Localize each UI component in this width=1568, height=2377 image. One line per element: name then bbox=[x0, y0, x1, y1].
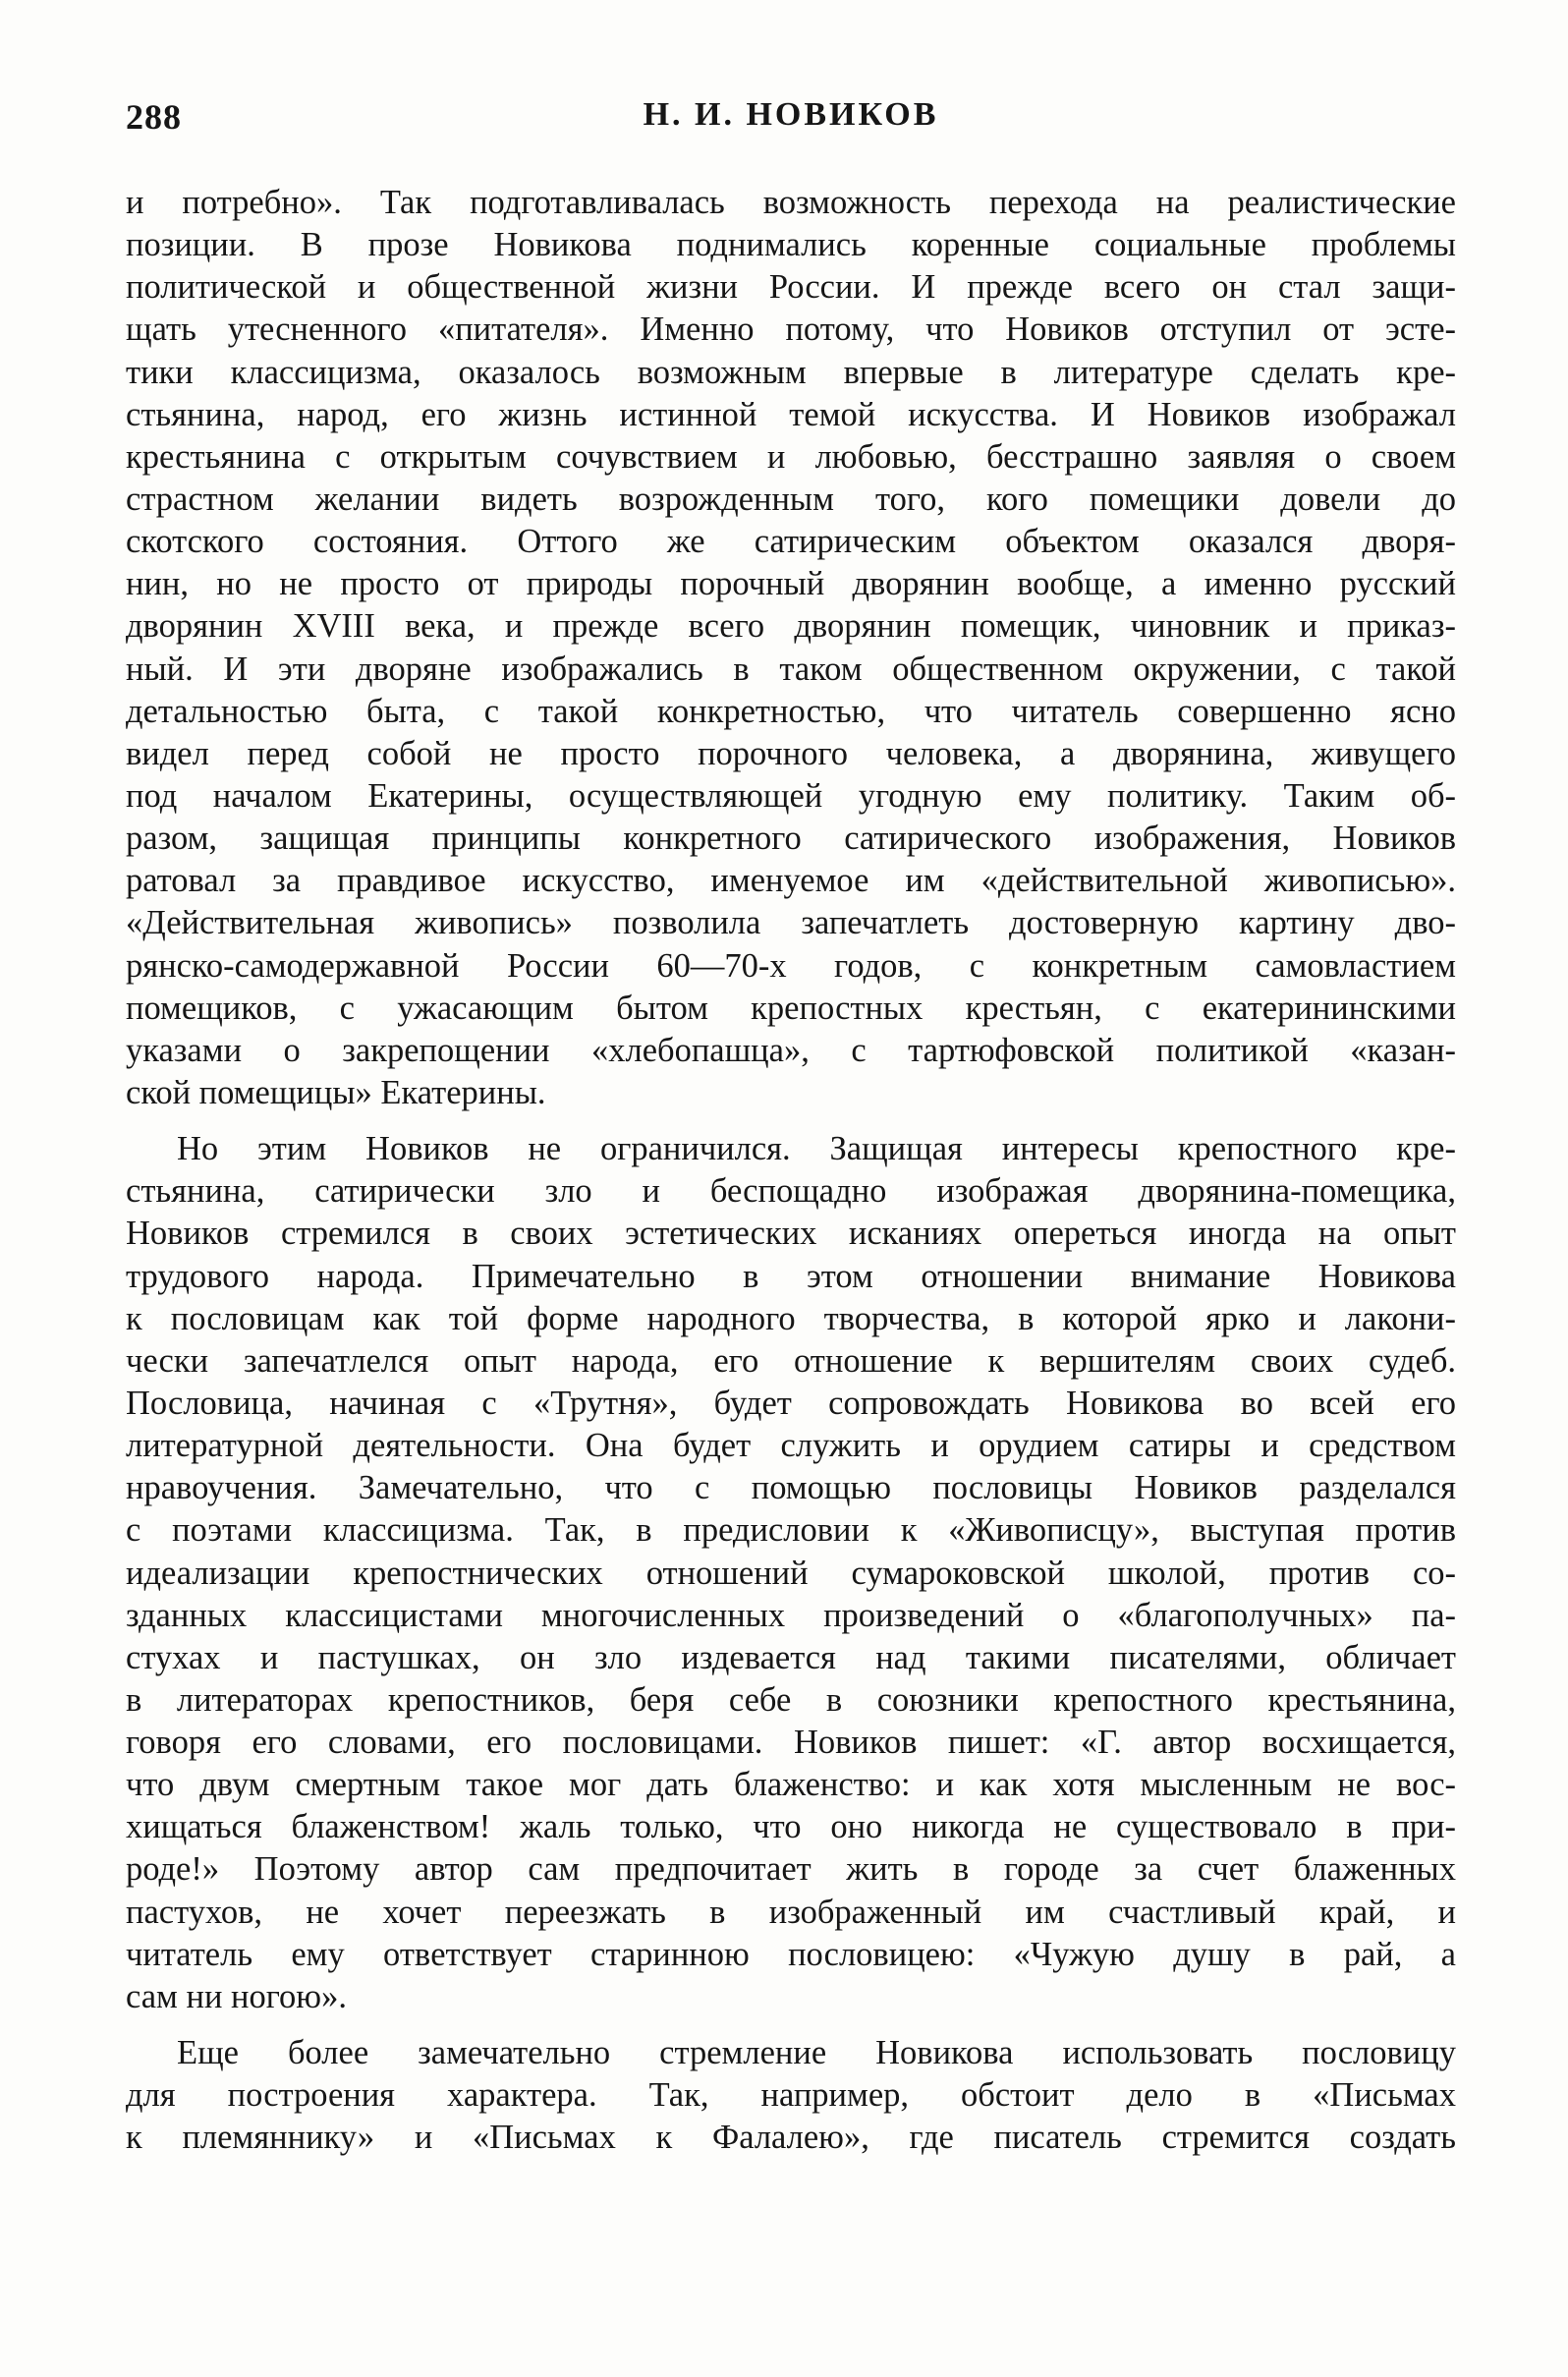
text-line: позиции. В прозе Новикова поднимались коренные социальные проблемы bbox=[126, 226, 1456, 264]
paragraph bbox=[126, 2032, 1456, 2159]
text-line: Новиков стремился в своих эстетических исканиях опереться иногда на опыт bbox=[126, 1215, 1456, 1253]
paragraph-gap bbox=[126, 2018, 1456, 2032]
text-line: роде!» Поэтому автор сам предпочитает жить в городе за счет блаженных bbox=[126, 1850, 1456, 1889]
text-line: нин, но не просто от природы порочный дворянин вообще, а именно русский bbox=[126, 565, 1456, 603]
text-line: политической и общественной жизни России. И прежде всего он стал защи- bbox=[126, 268, 1456, 307]
text-line: для построения характера. Так, например, обстоит дело в «Письмах bbox=[126, 2076, 1456, 2115]
text-line: указами о закрепощении «хлебопашца», с тартюфовской политикой «казан- bbox=[126, 1031, 1456, 1069]
text-line: к племяннику» и «Письмах к Фалалею», где писатель стремится создать bbox=[126, 2119, 1456, 2157]
text-line: зданных классицистами многочисленных произведений о «благополучных» па- bbox=[126, 1596, 1456, 1634]
text-line: хищаться блаженством! жаль только, что оно никогда не существовало в при- bbox=[126, 1808, 1456, 1846]
text-line: под началом Екатерины, осуществляющей угодную ему политику. Таким об- bbox=[126, 776, 1456, 815]
paragraph bbox=[126, 182, 1456, 1114]
text-line: говоря его словами, его пословицами. Новиков пишет: «Г. автор восхищается, bbox=[126, 1724, 1456, 1762]
text-line: видел перед собой не просто порочного человека, а дворянина, живущего bbox=[126, 734, 1456, 772]
text-line: в литераторах крепостников, беря себе в союзники крепостного крестьянина, bbox=[126, 1680, 1456, 1719]
text-line: чески запечатлелся опыт народа, его отношение к вершителям своих судеб. bbox=[126, 1341, 1456, 1380]
text-line: рянско-самодержавной России 60—70-х годов, с конкретным самовластием bbox=[126, 946, 1456, 985]
text-line: литературной деятельности. Она будет служить и орудием сатиры и средством bbox=[126, 1427, 1456, 1465]
text-line: ратовал за правдивое искусство, именуемое им «действительной живописью». bbox=[126, 862, 1456, 900]
text-line: дворянин XVIII века, и прежде всего дворянин помещик, чиновник и приказ- bbox=[126, 607, 1456, 646]
text-line: трудового народа. Примечательно в этом отношении внимание Новикова bbox=[126, 1257, 1456, 1295]
text-line: пастухов, не хочет переезжать в изображенный им счастливый край, и bbox=[126, 1893, 1456, 1931]
text-line: стьянина, народ, его жизнь истинной темой искусства. И Новиков изображал bbox=[126, 395, 1456, 433]
text-line: с поэтами классицизма. Так, в предисловии к «Живописцу», выступая против bbox=[126, 1511, 1456, 1550]
text-line: к пословицам как той форме народного творчества, в которой ярко и лакони- bbox=[126, 1299, 1456, 1337]
text-line: скотского состояния. Оттого же сатирическим объектом оказался дворя- bbox=[126, 523, 1456, 561]
text-line: стьянина, сатирически зло и беспощадно изображая дворянина-помещика, bbox=[126, 1172, 1456, 1211]
text-line: детальностью быта, с такой конкретностью, что читатель совершенно ясно bbox=[126, 692, 1456, 730]
text-line: помещиков, с ужасающим бытом крепостных крестьян, с екатерининскими bbox=[126, 989, 1456, 1027]
text-line: тики классицизма, оказалось возможным впервые в литературе сделать кре- bbox=[126, 353, 1456, 391]
text-line: Но этим Новиков не ограничился. Защищая интересы крепостного кре- bbox=[177, 1130, 1456, 1168]
text-line: и потребно». Так подготавливалась возможность перехода на реалистические bbox=[126, 184, 1456, 221]
text-line: «Действительная живопись» позволила запечатлеть достоверную картину дво- bbox=[126, 904, 1456, 942]
text-line: разом, защищая принципы конкретного сатирического изображения, Новиков bbox=[126, 820, 1456, 858]
paragraph-gap bbox=[126, 1114, 1456, 1128]
text-line: идеализации крепостнических отношений сумароковской школой, против со- bbox=[126, 1554, 1456, 1592]
text-line: Еще более замечательно стремление Новикова использовать пословицу bbox=[177, 2034, 1456, 2072]
text-line: стухах и пастушках, он зло издевается над такими писателями, обличает bbox=[126, 1638, 1456, 1676]
page-header bbox=[126, 96, 1456, 145]
text-line: страстном желании видеть возрожденным того, кого помещики довели до bbox=[126, 480, 1456, 518]
text-line: щать утесненного «питателя». Именно потому, что Новиков отступил от эсте- bbox=[126, 311, 1456, 349]
text-line: крестьянина с открытым сочувствием и любовью, бесстрашно заявляя о своем bbox=[126, 437, 1456, 476]
paragraph bbox=[126, 1128, 1456, 2018]
text-line: Пословица, начиная с «Трутня», будет сопровождать Новикова во всей его bbox=[126, 1384, 1456, 1422]
text-line: нравоучения. Замечательно, что с помощью пословицы Новиков разделался bbox=[126, 1469, 1456, 1507]
running-title: Н. И. НОВИКОВ bbox=[643, 96, 939, 133]
text-line: что двум смертным такое мог дать блаженство: и как хотя мысленным не вос- bbox=[126, 1766, 1456, 1804]
text-line: читатель ему отвeтствует старинною пословицею: «Чужую душу в рай, а bbox=[126, 1935, 1456, 1973]
body-text bbox=[126, 182, 1456, 2159]
text-line: ный. И эти дворяне изображались в таком общественном окружении, с такой bbox=[126, 650, 1456, 688]
text-line: сам ни ногою». bbox=[126, 1977, 347, 2015]
page-number: 288 bbox=[126, 97, 182, 137]
text-line: ской помещицы» Екатерины. bbox=[126, 1073, 546, 1111]
